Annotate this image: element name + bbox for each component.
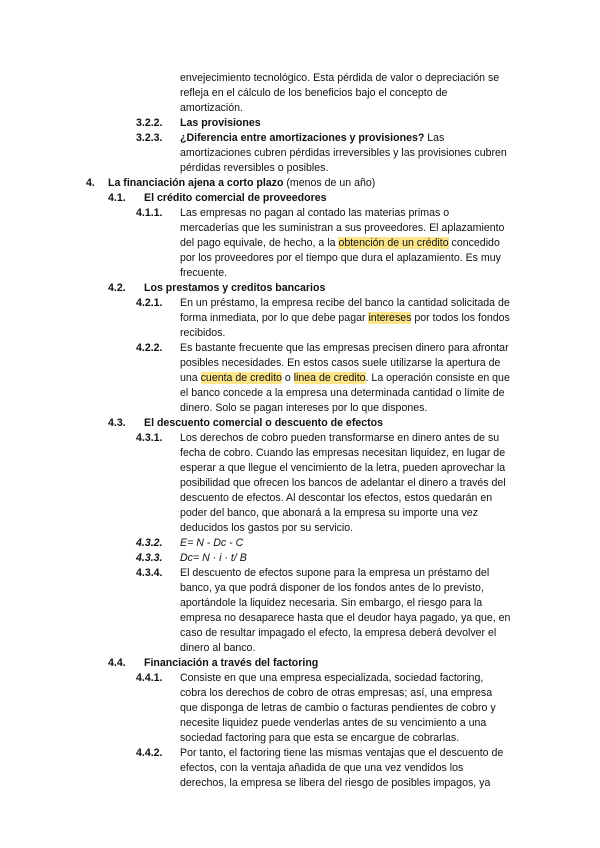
section-number: 4.3. — [108, 417, 126, 429]
text-line: empresa no desaparece hasta que el deudor haya pagado, ya que, en — [180, 612, 511, 624]
text-span: o — [281, 372, 294, 384]
text-line: posibilidad que ofrecen los bancos de adelantar el dinero a través del — [180, 477, 506, 489]
section-number: 4.2.2. — [136, 342, 163, 354]
text-line: Consiste en que una empresa especializada, sociedad factoring, — [180, 672, 484, 684]
text-line: Es bastante frecuente que las empresas precisen dinero para afrontar — [180, 342, 509, 354]
text-line: cobra los derechos de cobro de otras empresas; así, una empresa — [180, 687, 493, 699]
text-line: refleja en el cálculo de los beneficios bajo el concepto de — [180, 87, 448, 99]
text-line: deducidos los gastos por su servicio. — [180, 522, 354, 534]
section-number: 3.2.3. — [136, 132, 163, 144]
section-number: 3.2.2. — [136, 117, 163, 129]
text-line: aportándole la liquidez necesaria. Sin embargo, el riesgo para la — [180, 597, 483, 609]
section-number: 4.3.3. — [136, 552, 163, 564]
section-number: 4. — [86, 177, 95, 189]
highlighted-term: cuenta de credito — [200, 372, 282, 384]
text-line: necesite liquidez puede venderlas antes de su vencimiento a una — [180, 717, 487, 729]
text-line: frecuente. — [180, 267, 228, 279]
text-line — [180, 236, 500, 250]
text-span: Las — [424, 132, 445, 144]
section-title — [108, 176, 375, 190]
text-line: esperar a que llegue el vencimiento de la letra, pueden aprovechar la — [180, 462, 506, 474]
text-line: sociedad factoring para que esta se encargue de cobrarlas. — [180, 732, 460, 744]
text-line: que disponga de letras de cambio o facturas pendientes de cobro y — [180, 702, 496, 714]
text-line: El descuento de efectos supone para la empresa un préstamo del — [180, 567, 490, 579]
text-span: forma inmediata, por lo que debe pagar — [180, 312, 369, 324]
text-span: una — [180, 372, 201, 384]
section-number: 4.1.1. — [136, 207, 163, 219]
text-line: recibidos. — [180, 327, 226, 339]
text-line: envejecimiento tecnológico. Esta pérdida de valor o depreciación se — [180, 72, 500, 84]
text-line: por los proveedores por el tiempo que dura el aplazamiento. Es muy — [180, 252, 501, 264]
section-number: 4.2.1. — [136, 297, 163, 309]
text-line: amortización. — [180, 102, 243, 114]
text-line: pérdidas reversibles o posibles. — [180, 162, 329, 174]
text-line: Las empresas no pagan al contado las materias primas o — [180, 207, 450, 219]
text-line: derechos, la empresa se libera del riesgo de posibles impagos, ya — [180, 777, 491, 789]
text-line: Por tanto, el factoring tiene las mismas ventajas que el descuento de — [180, 747, 504, 759]
text-span: (menos de un año) — [283, 177, 376, 189]
subsection-title: El crédito comercial de proveedores — [144, 192, 327, 204]
text-span: del pago equivale, de hecho, a la — [180, 237, 339, 249]
text-span: concedido — [448, 237, 500, 249]
section-number: 4.4. — [108, 657, 126, 669]
formula: E= N - Dc - C — [180, 537, 244, 549]
text-span: . La operación consiste en que — [365, 372, 510, 384]
text-line: dinero. Solo se pagan intereses por lo que dispones. — [180, 402, 428, 414]
subsection-title: El descuento comercial o descuento de efectos — [144, 417, 384, 429]
section-title-bold: La financiación ajena a corto plazo — [108, 177, 284, 189]
subsection-title: Las provisiones — [180, 117, 261, 129]
text-line: caso de resultar impagado el efecto, la empresa deberá devolver el — [180, 627, 497, 639]
text-line: dinero al banco. — [180, 642, 256, 654]
text-line: En un préstamo, la empresa recibe del banco la cantidad solicitada de — [180, 297, 510, 309]
section-number: 4.3.4. — [136, 567, 163, 579]
text-line: el banco concede a la empresa una determinada cantidad o límite de — [180, 387, 505, 399]
text-line: poder del banco, que abonará a la empresa su importe una vez — [180, 507, 478, 519]
text-line: descuento de efectos. Al descontar los efectos, estos quedarán en — [180, 492, 493, 504]
section-number: 4.3.1. — [136, 432, 163, 444]
text-span: por todos los fondos — [411, 312, 510, 324]
text-line — [180, 131, 444, 145]
text-line — [180, 371, 510, 385]
text-line: banco, ya que podrá disponer de los fondos antes de lo previsto, — [180, 582, 484, 594]
section-number: 4.4.2. — [136, 747, 163, 759]
section-number: 4.2. — [108, 282, 126, 294]
highlighted-term: linea de credito — [293, 372, 366, 384]
text-line: amortizaciones cubren pérdidas irreversibles y las provisiones cubren — [180, 147, 507, 159]
highlighted-term: intereses — [368, 312, 412, 324]
question-title: ¿Diferencia entre amortizaciones y provisiones? — [180, 132, 425, 144]
highlighted-term: obtención de un crédito — [338, 237, 449, 249]
subsection-title: Financiación a través del factoring — [144, 657, 319, 669]
section-number: 4.1. — [108, 192, 126, 204]
formula: Dc= N · i · t/ B — [180, 552, 247, 564]
text-line — [180, 311, 510, 325]
text-line: mercaderías que les suministran a sus proveedores. El aplazamiento — [180, 222, 505, 234]
text-line: Los derechos de cobro pueden transformarse en dinero antes de su — [180, 432, 500, 444]
section-number: 4.3.2. — [136, 537, 163, 549]
section-number: 4.4.1. — [136, 672, 163, 684]
subsection-title: Los prestamos y creditos bancarios — [144, 282, 326, 294]
text-line: efectos, con la ventaja añadida de que una vez vendidos los — [180, 762, 464, 774]
text-line: posibles necesidades. En estos casos suele utilizarse la apertura de — [180, 357, 501, 369]
text-line: fecha de cobro. Cuando las empresas necesitan liquidez, en lugar de — [180, 447, 506, 459]
